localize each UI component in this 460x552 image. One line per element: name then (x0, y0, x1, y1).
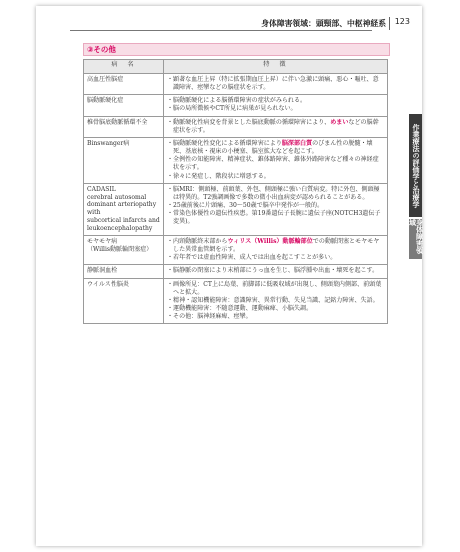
table-row (84, 183, 388, 235)
header-title: 身体障害領域：頭頸部、中枢神経系 (261, 19, 386, 28)
feature-text-segment: 脳動脈硬化による脳循環障害の症状がみられる。 (173, 97, 307, 105)
feature-text-segment: 脳動脈硬化性変化による循環障害により (173, 139, 282, 147)
feature-bullet (167, 186, 384, 202)
bullet-mark: ・ (167, 237, 174, 245)
features-cell (164, 116, 388, 137)
feature-text-segment: 動脈硬化性病変を背景とした脳底動脈の循環障害により、 (173, 118, 331, 126)
feature-text (173, 313, 384, 321)
bullet-mark: ・ (167, 296, 174, 304)
bullet-mark: ・ (167, 267, 174, 275)
feature-text (173, 238, 384, 254)
feature-text-segment: 脳静脈の閉塞により末梢部にうっ血を生じ、脳浮腫や出血・壊死を起こす。 (173, 267, 379, 275)
feature-bullet (167, 140, 384, 156)
disease-name-line: Binswanger病 (87, 139, 130, 147)
bullet-mark: ・ (167, 304, 174, 312)
features-cell (164, 278, 388, 324)
feature-text (173, 156, 384, 172)
feature-text-segment: 画像所見：CT上に島葉、前脚部に低吸収域が出現し、側頭葉内側部、前頭葉へと拡大。 (173, 280, 382, 296)
column-header-disease: 病 名 (84, 60, 164, 74)
table-header-row (84, 60, 388, 74)
features-cell (164, 95, 388, 116)
features-cell (164, 265, 388, 278)
bullet-mark: ・ (167, 280, 174, 288)
feature-text-segment: 徐々に発症し、階段状に増悪する。 (173, 172, 270, 180)
disease-name-line: ウイルス性脳炎 (87, 280, 129, 288)
feature-text-segment: 常染色体優性の遺伝性疾患。第19番遺伝子長腕に遺伝子座(NOTCH3遺伝子変異)。 (173, 210, 381, 226)
feature-text-segment: 全例性の知能障害、精神症状、錐体路障害、錐体外路障害など種々の神経症状を示す。 (173, 156, 379, 172)
feature-text-segment: 25歳前後に片頭痛、30～50歳で脳卒中発作が一般的。 (173, 202, 324, 210)
table-row (84, 235, 388, 264)
feature-text-segment: 精神・認知機能障害：意識障害、異常行動、失見当識、記銘力障害、失語。 (173, 296, 379, 304)
feature-text-segment: 顕著な血圧上昇（特に拡張期血圧上昇）に伴い急激に頭痛、悪心・嘔吐、意識障害、痙攣などの脳症状を示す。 (173, 76, 379, 92)
feature-text (173, 305, 384, 313)
feature-text-segment: 脳の局所徴候やCT所見に病巣が見られない。 (173, 105, 297, 113)
feature-text-segment: その他：脳神経麻痺、痙攣。 (173, 313, 252, 321)
disease-name-cell (84, 183, 164, 235)
disease-name-line: subcortical infarcts and (87, 217, 160, 225)
document-page (36, 6, 422, 546)
feature-text (173, 202, 384, 210)
feature-bullet (167, 156, 384, 172)
feature-text-segment: での動脈閉塞とモヤモヤした異常血管網を示す。 (173, 237, 380, 254)
disease-name-line: dominant arteriopathy with (87, 201, 157, 217)
table-row (84, 137, 388, 183)
feature-text (173, 281, 384, 297)
feature-text-segment: 運動機能障害：不随意運動、運動麻痺、小脳失調。 (173, 304, 313, 312)
table-row (84, 278, 388, 324)
features-cell (164, 235, 388, 264)
disease-name-cell (84, 74, 164, 95)
feature-text (173, 105, 384, 113)
feature-text (173, 297, 384, 305)
bullet-mark: ・ (167, 76, 174, 83)
bullet-mark: ・ (167, 210, 174, 218)
bullet-mark: ・ (167, 105, 174, 113)
feature-bullet (167, 267, 384, 275)
feature-text (173, 140, 384, 156)
feature-bullet (167, 76, 384, 92)
feature-text (173, 173, 384, 181)
feature-text (173, 210, 384, 226)
side-tab-chapter: 作業療法の評価学と治療学 (409, 114, 422, 217)
disease-name-line: 静脈洞血栓 (87, 267, 118, 275)
feature-bullet (167, 119, 384, 135)
feature-bullet (167, 281, 384, 297)
highlight-term: めまい (330, 118, 349, 126)
table-row (84, 74, 388, 95)
disease-name-cell (84, 265, 164, 278)
table-row (84, 265, 388, 278)
feature-text-segment: 若年者では虚血性障害、成人では出血を起こすことが多い。 (173, 254, 337, 262)
feature-text-segment: 脳MRI：側頭極、前頭葉、外包、側頭極に強い白質病変。特に外包、側頭極は特異的。T2強調画像で多数の微小出血病変が認められることがある。 (173, 185, 380, 201)
disease-name-line: CADASIL (87, 185, 116, 193)
features-cell (164, 137, 388, 183)
features-cell (164, 183, 388, 235)
bullet-mark: ・ (167, 313, 174, 321)
disease-name-cell (84, 116, 164, 137)
disease-name-line: 椎骨脳底動脈循環不全 (87, 118, 148, 126)
disease-table (83, 59, 388, 324)
bullet-mark: ・ (167, 185, 174, 193)
bullet-mark: ・ (167, 202, 174, 210)
disease-name-cell (84, 95, 164, 116)
disease-name-cell (84, 278, 164, 324)
bullet-mark: ・ (167, 172, 174, 180)
bullet-mark: ・ (167, 254, 174, 262)
page-number: 123 (389, 17, 410, 30)
feature-text (173, 254, 384, 262)
disease-name-line: cerebral autosomal (87, 193, 147, 201)
header-rule (70, 30, 372, 31)
table-row (84, 95, 388, 116)
feature-text (173, 119, 384, 135)
disease-name-cell (84, 235, 164, 264)
feature-text-segment: のびまん性の脱髄・壊死、基底核・視床の小梗塞、脳室拡大などを起こす。 (173, 139, 373, 156)
highlight-term: 脳深部白質 (281, 139, 313, 147)
feature-bullet (167, 105, 384, 113)
running-header (36, 18, 422, 31)
disease-name-cell (84, 137, 164, 183)
feature-text (173, 186, 384, 202)
bullet-mark: ・ (167, 118, 174, 126)
feature-text-segment: などの脳幹症状を示す。 (173, 118, 379, 134)
feature-bullet (167, 210, 384, 226)
features-cell (164, 74, 388, 95)
feature-text-segment: 内頸動脈終末部から (173, 237, 228, 245)
bullet-mark: ・ (167, 139, 174, 147)
disease-name-line: 高血圧性脳症 (87, 76, 124, 83)
feature-bullet (167, 173, 384, 181)
feature-bullet (167, 313, 384, 321)
feature-bullet (167, 254, 384, 262)
disease-name-line: leukoencephalopathy (87, 225, 153, 233)
bullet-mark: ・ (167, 156, 174, 164)
highlight-term: ウィリス（Willis）動脈輪部位 (227, 237, 313, 245)
disease-name-line: モヤモヤ病 (87, 237, 118, 245)
side-tab-section: 身体障害領域 (409, 219, 422, 259)
feature-bullet (167, 238, 384, 254)
disease-name-line: （Willis動脈輪閉塞症） (87, 245, 153, 253)
feature-text (173, 267, 384, 275)
table-body (84, 74, 388, 324)
feature-bullet (167, 305, 384, 313)
section-heading (83, 43, 390, 56)
bullet-mark: ・ (167, 97, 174, 105)
disease-name-line: 脳動脈硬化症 (87, 97, 124, 105)
table-row (84, 116, 388, 137)
feature-bullet (167, 202, 384, 210)
section-title: ③その他 (87, 45, 116, 54)
feature-text (173, 76, 384, 92)
feature-bullet (167, 297, 384, 305)
column-header-features: 特 徴 (164, 60, 388, 74)
